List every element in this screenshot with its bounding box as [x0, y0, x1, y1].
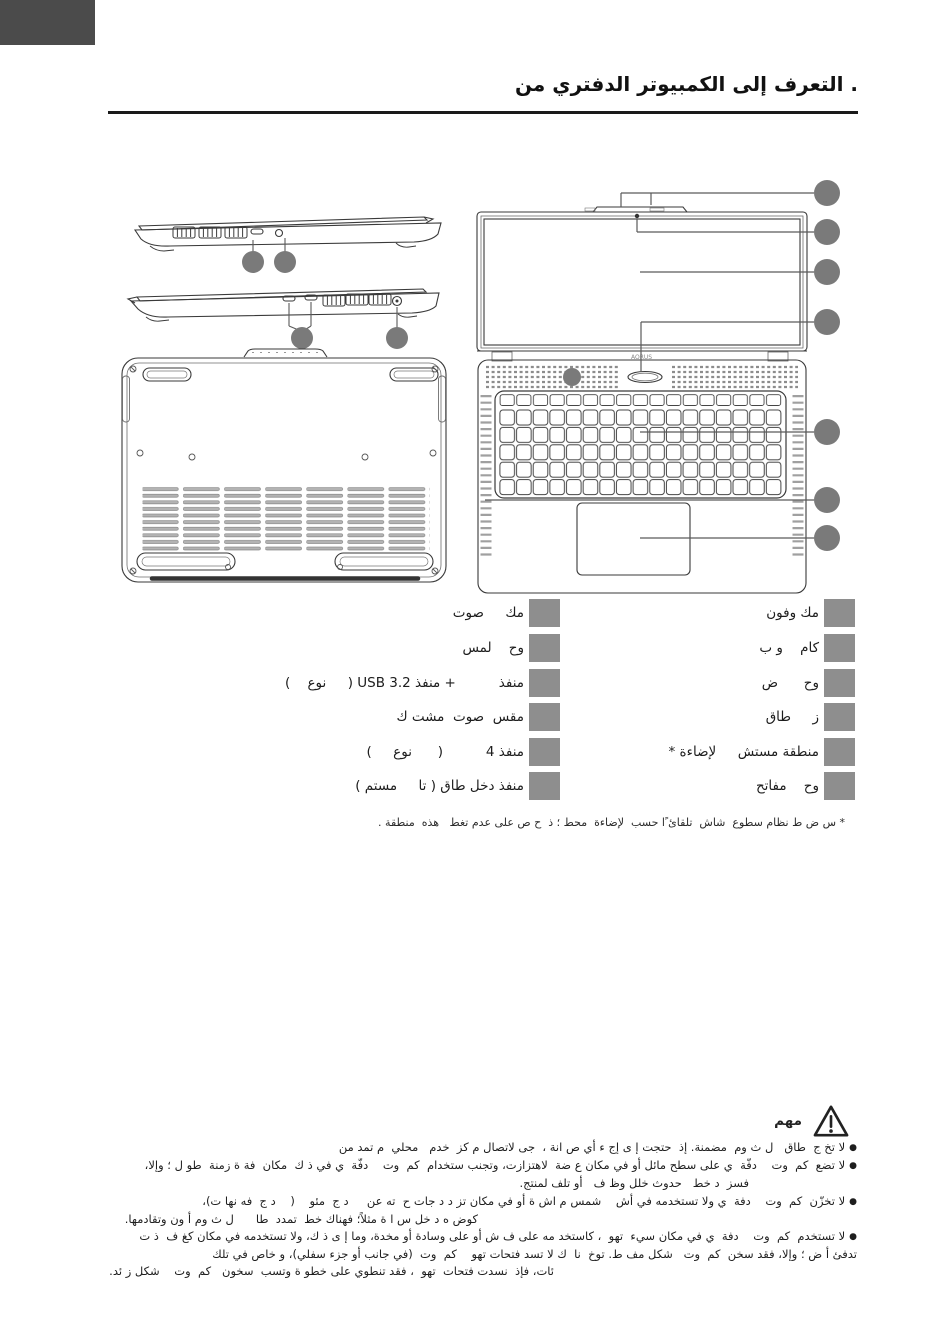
callout-circle [242, 251, 264, 273]
display-screen [484, 219, 800, 345]
callout-circles [814, 180, 840, 551]
side-view-left [128, 289, 439, 349]
legend-label-display: وح ض [761, 675, 819, 691]
warning-line: ●لا تخ ج طاق ل ث وم مضمنة. إذ حتجت إ ى إج ء أي ص انة ، جى لاتصال م كز خدم محلي م تمد من [338, 1140, 857, 1154]
legend-number-box [529, 703, 560, 731]
lid [477, 212, 807, 351]
legend-label-dc-in: منفذ دخل طاق ( تا مستم ) [355, 778, 524, 794]
callout-circle [291, 327, 313, 349]
legend-label-microphone: مك وفون [766, 605, 819, 621]
light-sensor-footnote: * س ض ط نظام سطوع شاش تلقائ ًا حسب لإضاءة محط ؛ ذ ح ص على عدم تغط هذه منطقة . [378, 816, 845, 829]
light-sensor-marker [563, 368, 581, 386]
warning-line: ●لا تخزّن كم وت دفة ي ولا تستخدمه في أش شمس م اش ة أو في مكان تز د د جات ح ته عن د ج مئو ( د ج فه نها ت)، [202, 1193, 857, 1208]
legend-number-box [529, 738, 560, 766]
title-rule [108, 111, 858, 114]
legend-number-box [824, 634, 855, 662]
legend-label-speaker: مك صوت [452, 605, 524, 621]
legend-number-box [824, 703, 855, 731]
legend-number-box [529, 634, 560, 662]
legend-label-audio-jack: مقس صوت مشت ك [396, 709, 524, 725]
warning-line: ئات، فإذ نسدت فتحات تهو ، فقد تنطوي على خطو ة وتسب سخون كم وت شكل ز ئد. [109, 1264, 554, 1279]
warning-triangle-icon [812, 1104, 850, 1138]
warning-line: كوض ه د خل س ا ة مثلاً؛ فهناك خط تمدد طا ل ث وم أ ون وتقادمها. [124, 1211, 478, 1226]
legend-label-webcam: كام و ب [759, 640, 819, 656]
callout-circle [274, 251, 296, 273]
warning-bullet-list [95, 1139, 857, 1281]
brand-mark: AORUS [631, 354, 653, 361]
legend-number-box [529, 599, 560, 627]
important-label: مهم [774, 1113, 802, 1129]
callout-circle [386, 327, 408, 349]
legend-number-box [824, 772, 855, 800]
legend-number-box [529, 772, 560, 800]
touchpad [577, 503, 690, 575]
page-corner-block [0, 0, 95, 45]
legend-label-touchpad: وح لمس [462, 640, 524, 656]
warning-line: فسز د خط حدوث خلل وظ ف أو تلف لمنتج. [519, 1176, 749, 1191]
warning-line: تدفئ أ ض ؛ وإلا، فقد سخن كم وت شكل مف ط. توخ نا ك لا تسد فتحات تهو كم وت (في جانب أو جزء سفلي)، و خاص في تلك [212, 1247, 857, 1262]
legend-label-light-sensor: منطقة مستش لإضاءة * [668, 744, 819, 760]
legend-label-keyboard: وح مفاتح [755, 778, 819, 794]
legend-number-box [824, 738, 855, 766]
legend-label-power-button: ز طاق [765, 709, 819, 725]
legend-number-box [824, 669, 855, 697]
warning-line: ●لا تضع كم وت دفّة ي على سطح مائل أو في مكان ع ضة لاهتزازت، وتجنب ستخدام كم وت دفّة ي في ذ ك مكان فة ة زمنة طو ل ؛ وإلا، [144, 1158, 857, 1173]
page-title: . التعرف إلى الكمبيوتر الدفتري من [514, 72, 858, 96]
side-view-right [135, 217, 441, 273]
webcam-icon [635, 214, 639, 218]
usb-c-port-icon [251, 229, 263, 234]
important-heading [774, 1104, 850, 1138]
bottom-vents [143, 486, 431, 552]
legend-number-box [529, 669, 560, 697]
warning-line: ●لا تستخدم كم وت دفة ي في مكان سيء تهو ، كاستخد مه على ف ش أو على وسادة أو مخدة، وما إ ى ذ ك، ولا تستخدمه في مكان كغ ف ذ ت [139, 1229, 857, 1244]
legend-label-port4: منفذ 4 ( نوع ) [366, 744, 524, 760]
legend-label-usb-port: منفذ + منفذ USB 3.2 ( نوع ) [285, 675, 524, 691]
top-view [477, 180, 840, 593]
audio-jack-icon [276, 230, 283, 237]
bottom-view [122, 349, 446, 582]
legend-number-box [824, 599, 855, 627]
